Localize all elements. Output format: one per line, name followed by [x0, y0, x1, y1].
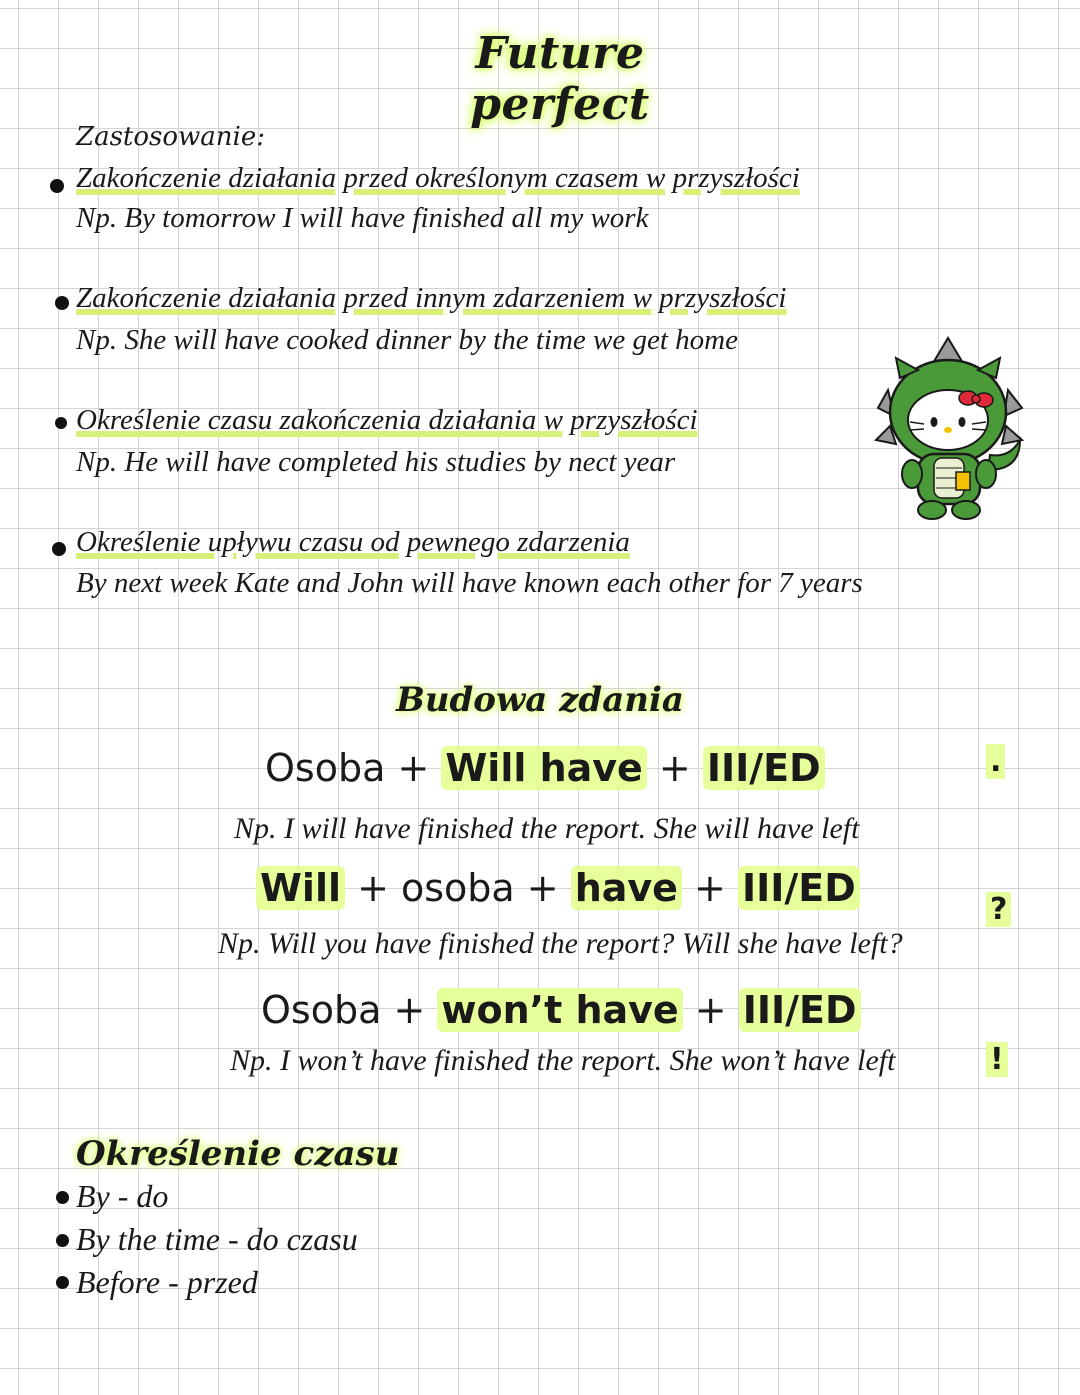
- formula-text: Osoba +: [261, 988, 438, 1032]
- formula-keyword: Will have: [441, 746, 646, 790]
- time-item: Before - przed: [76, 1264, 258, 1300]
- bullet-icon: [55, 417, 67, 429]
- formula-keyword: III/ED: [739, 988, 861, 1032]
- use-label: Zakończenie działania przed określonym czasem w przyszłości: [76, 162, 800, 194]
- formula-text: +: [681, 866, 738, 910]
- use-example: Np. She will have cooked dinner by the time we get home: [76, 324, 738, 356]
- formula-keyword: Will: [256, 866, 345, 910]
- use-example: By next week Kate and John will have known each other for 7 years: [76, 567, 863, 599]
- formula-keyword: won’t have: [437, 988, 682, 1032]
- structure-heading: Budowa zdania: [396, 680, 684, 720]
- affirmative-mark: .: [986, 744, 1005, 779]
- formula-keyword: III/ED: [703, 746, 825, 790]
- negative-example: Np. I won’t have finished the report. She won’t have left: [230, 1044, 896, 1077]
- negative-formula: [261, 988, 861, 1032]
- bullet-icon: [56, 1276, 69, 1289]
- bullet-icon: [56, 1234, 69, 1247]
- negative-mark: !: [986, 1042, 1008, 1077]
- bullet-icon: [52, 542, 66, 556]
- use-example: Np. He will have completed his studies by nect year: [76, 446, 676, 478]
- hello-kitty-dinosaur-icon: [870, 330, 1030, 525]
- use-label: Zakończenie działania przed innym zdarzeniem w przyszłości: [76, 282, 787, 314]
- time-item: By - do: [76, 1178, 169, 1214]
- use-label: Określenie upływu czasu od pewnego zdarzenia: [76, 526, 630, 558]
- use-example: Np. By tomorrow I will have finished all my work: [76, 202, 649, 234]
- page-title: Future perfect: [470, 28, 650, 130]
- affirmative-example: Np. I will have finished the report. She will have left: [234, 812, 860, 845]
- question-example: Np. Will you have finished the report? Will she have left?: [218, 927, 903, 960]
- time-item: By the time - do czasu: [76, 1221, 358, 1257]
- use-label: Określenie czasu zakończenia działania w przyszłości: [76, 404, 698, 436]
- formula-text: +: [646, 746, 703, 790]
- formula-text: + osoba +: [345, 866, 571, 910]
- affirmative-formula: [265, 746, 825, 790]
- time-heading: Określenie czasu: [76, 1134, 400, 1174]
- formula-keyword: have: [571, 866, 682, 910]
- formula-text: +: [682, 988, 739, 1032]
- bullet-icon: [56, 1191, 69, 1204]
- bullet-icon: [50, 179, 64, 193]
- uses-heading: Zastosowanie:: [76, 122, 265, 152]
- bullet-icon: [55, 296, 69, 310]
- question-formula: [256, 866, 860, 910]
- formula-keyword: III/ED: [738, 866, 860, 910]
- formula-text: Osoba +: [265, 746, 442, 790]
- question-mark: ?: [986, 892, 1011, 927]
